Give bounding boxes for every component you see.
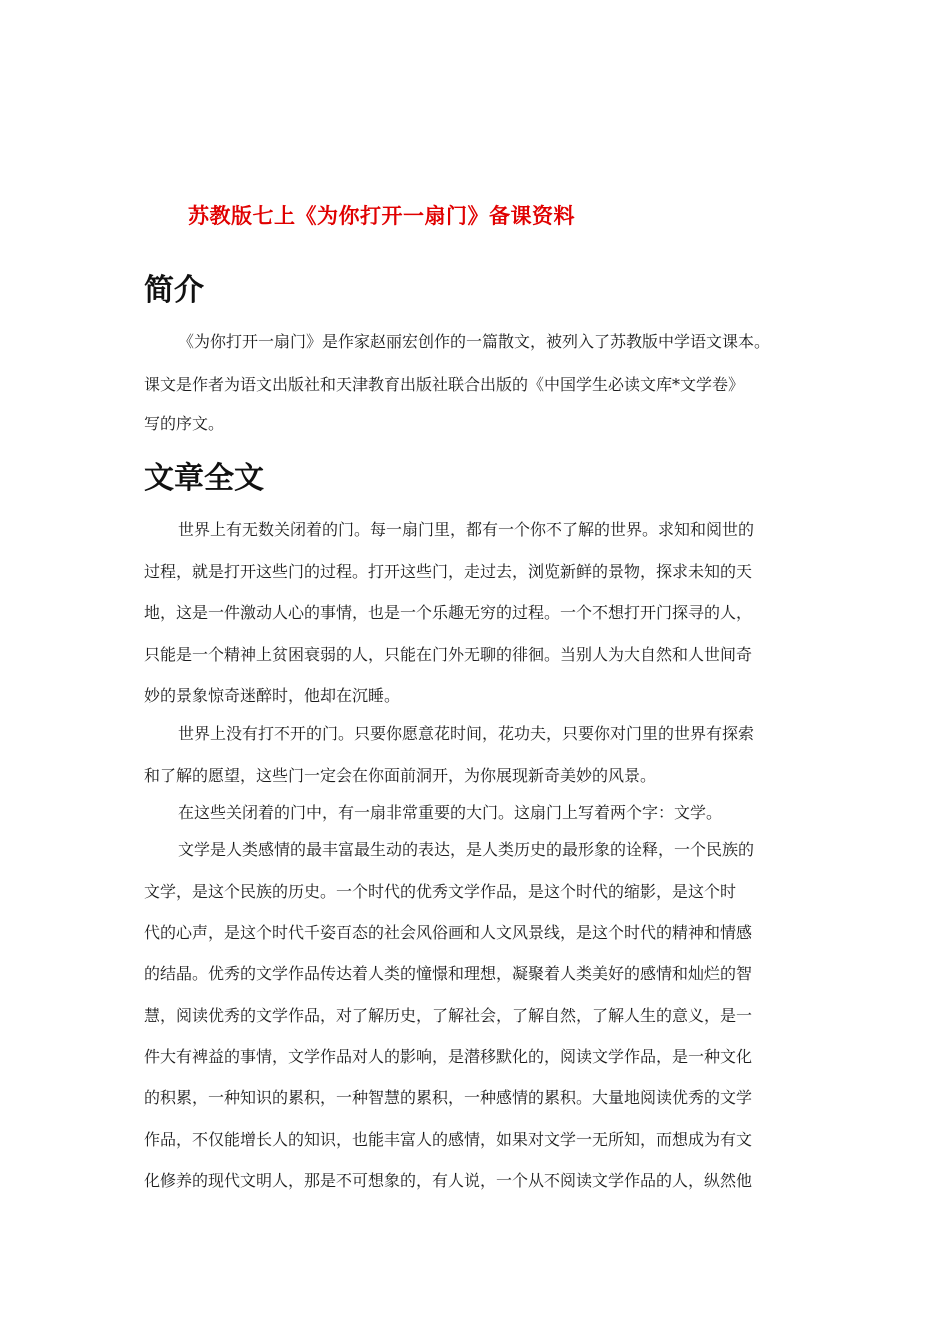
body-paragraph-line: 慧，阅读优秀的文学作品，对了解历史，了解社会，了解自然，了解人生的意义，是一 — [144, 1006, 753, 1025]
document-title: 苏教版七上《为你打开一扇门》备课资料 — [188, 203, 575, 228]
body-paragraph-line: 只能是一个精神上贫困衰弱的人，只能在门外无聊的徘徊。当别人为大自然和人世间奇 — [144, 645, 753, 664]
section-heading-intro: 简介 — [144, 273, 204, 308]
intro-paragraph-line: 《为你打开一扇门》是作家赵丽宏创作的一篇散文，被列入了苏教版中学语文课本。 — [178, 332, 771, 351]
intro-paragraph-line: 写的序文。 — [144, 414, 225, 433]
body-paragraph-line: 的结晶。优秀的文学作品传达着人类的憧憬和理想，凝聚着人类美好的感情和灿烂的智 — [144, 964, 753, 983]
body-paragraph-line: 地，这是一件激动人心的事情，也是一个乐趣无穷的过程。一个不想打开门探寻的人， — [144, 603, 753, 622]
body-paragraph-line: 的积累，一种知识的累积，一种智慧的累积，一种感情的累积。大量地阅读优秀的文学 — [144, 1088, 753, 1107]
intro-paragraph-line: 课文是作者为语文出版社和天津教育出版社联合出版的《中国学生必读文库*文学卷》 — [144, 375, 745, 394]
body-paragraph-line: 代的心声，是这个时代千姿百态的社会风俗画和人文风景线，是这个时代的精神和情感 — [144, 923, 753, 942]
section-heading-full-text: 文章全文 — [144, 461, 264, 496]
body-paragraph-line: 文学是人类感情的最丰富最生动的表达，是人类历史的最形象的诠释，一个民族的 — [178, 840, 755, 859]
body-paragraph-line: 过程，就是打开这些门的过程。打开这些门，走过去，浏览新鲜的景物，探求未知的天 — [144, 562, 753, 581]
body-paragraph-line: 世界上有无数关闭着的门。每一扇门里，都有一个你不了解的世界。求知和阅世的 — [178, 520, 755, 539]
body-paragraph-line: 作品，不仅能增长人的知识，也能丰富人的感情，如果对文学一无所知，而想成为有文 — [144, 1130, 753, 1149]
body-paragraph-line: 世界上没有打不开的门。只要你愿意花时间，花功夫，只要你对门里的世界有探索 — [178, 724, 755, 743]
body-paragraph-line: 和了解的愿望，这些门一定会在你面前洞开，为你展现新奇美妙的风景。 — [144, 766, 657, 785]
body-paragraph-line: 在这些关闭着的门中，有一扇非常重要的大门。这扇门上写着两个字：文学。 — [178, 803, 723, 822]
body-paragraph-line: 妙的景象惊奇迷醉时，他却在沉睡。 — [144, 686, 401, 705]
body-paragraph-line: 件大有裨益的事情，文学作品对人的影响，是潜移默化的，阅读文学作品，是一种文化 — [144, 1047, 753, 1066]
body-paragraph-line: 化修养的现代文明人，那是不可想象的，有人说，一个从不阅读文学作品的人，纵然他 — [144, 1171, 753, 1190]
body-paragraph-line: 文学，是这个民族的历史。一个时代的优秀文学作品，是这个时代的缩影，是这个时 — [144, 882, 737, 901]
